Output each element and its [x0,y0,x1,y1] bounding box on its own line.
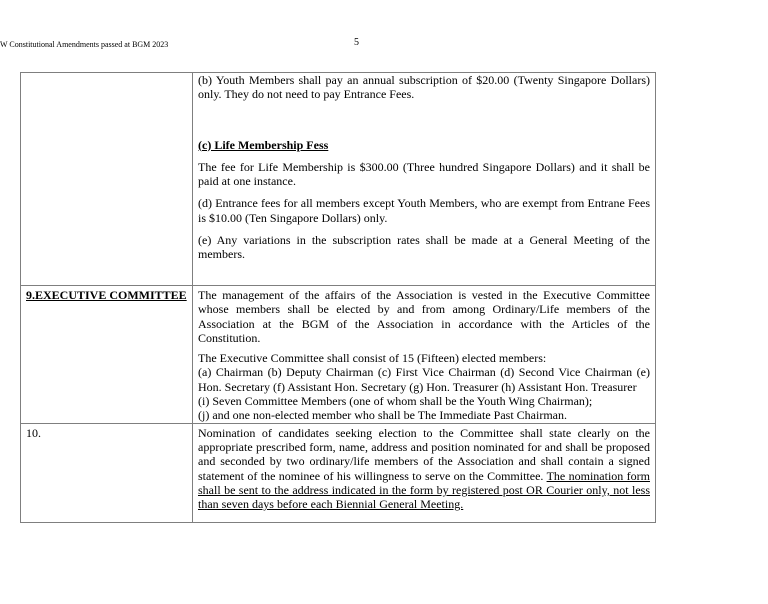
table-row [21,286,656,424]
non-elected-line: (j) and one non-elected member who shall be The Immediate Past Chairman. [198,408,567,423]
variations-paragraph: (e) Any variations in the subscription rates shall be made at a General Meeting of the members. [198,233,650,262]
page-number: 5 [354,37,359,48]
nomination-underlined-text: The nomination form shall be sent to the address indicated in the form by registered post OR Courier only, not less than seven days before each Biennial General Meeting. [198,468,650,512]
article-label-cell [21,286,193,424]
article-body-cell [193,423,656,522]
article-body-cell [193,73,656,286]
table-row [21,73,656,286]
header-title: W Constitutional Amendments passed at BGM 2023 [0,40,169,49]
officers-list: (a) Chairman (b) Deputy Chairman (c) First Vice Chairman (d) Second Vice Chairman (e) Hon. Secretary (f) Assistant Hon. Secretary (g) Hon. Treasurer (h) Assistant Hon. Treasurer [198,365,650,394]
management-paragraph: The management of the affairs of the Association is vested in the Executive Committee whose members shall be elected by and from among Ordinary/Life members of the Association at the BGM of the Association in accordance with the Articles of the Constitution. [198,288,650,345]
entrance-fee-paragraph: (d) Entrance fees for all members except Youth Members, who are exempt from Entrane Fees is $10.00 (Ten Singapore Dollars) only. [198,196,650,225]
life-membership-heading: (c) Life Membership Fess [198,137,329,152]
article-label [21,73,192,75]
youth-fee-paragraph: (b) Youth Members shall pay an annual subscription of $20.00 (Twenty Singapore Dollars) only. They do not need to pay Entrance Fees. [198,73,650,102]
nomination-paragraph [198,426,650,512]
nomination-text: Nomination of candidates seeking election to the Committee shall state clearly on the appropriate prescribed form, name, address and position nominated for and shall be proposed and seconded by two ordinary/life members of the Association and shall contain a signed statement of the nominee of his willingness to serve on the Committee. [198,425,650,483]
article-body-cell [193,286,656,424]
article-label-cell [21,423,193,522]
article-label-cell [21,73,193,286]
article-label: 10. [26,425,41,440]
constitution-table [20,72,656,523]
article-label: 9.EXECUTIVE COMMITTEE [26,288,187,302]
committee-composition: The Executive Committee shall consist of 15 (Fifteen) elected members: [198,351,547,366]
table-row [21,423,656,522]
life-fee-paragraph: The fee for Life Membership is $300.00 (Three hundred Singapore Dollars) and it shall be paid at one instance. [198,159,650,189]
committee-members-line: (i) Seven Committee Members (one of whom shall be the Youth Wing Chairman); [198,394,593,409]
